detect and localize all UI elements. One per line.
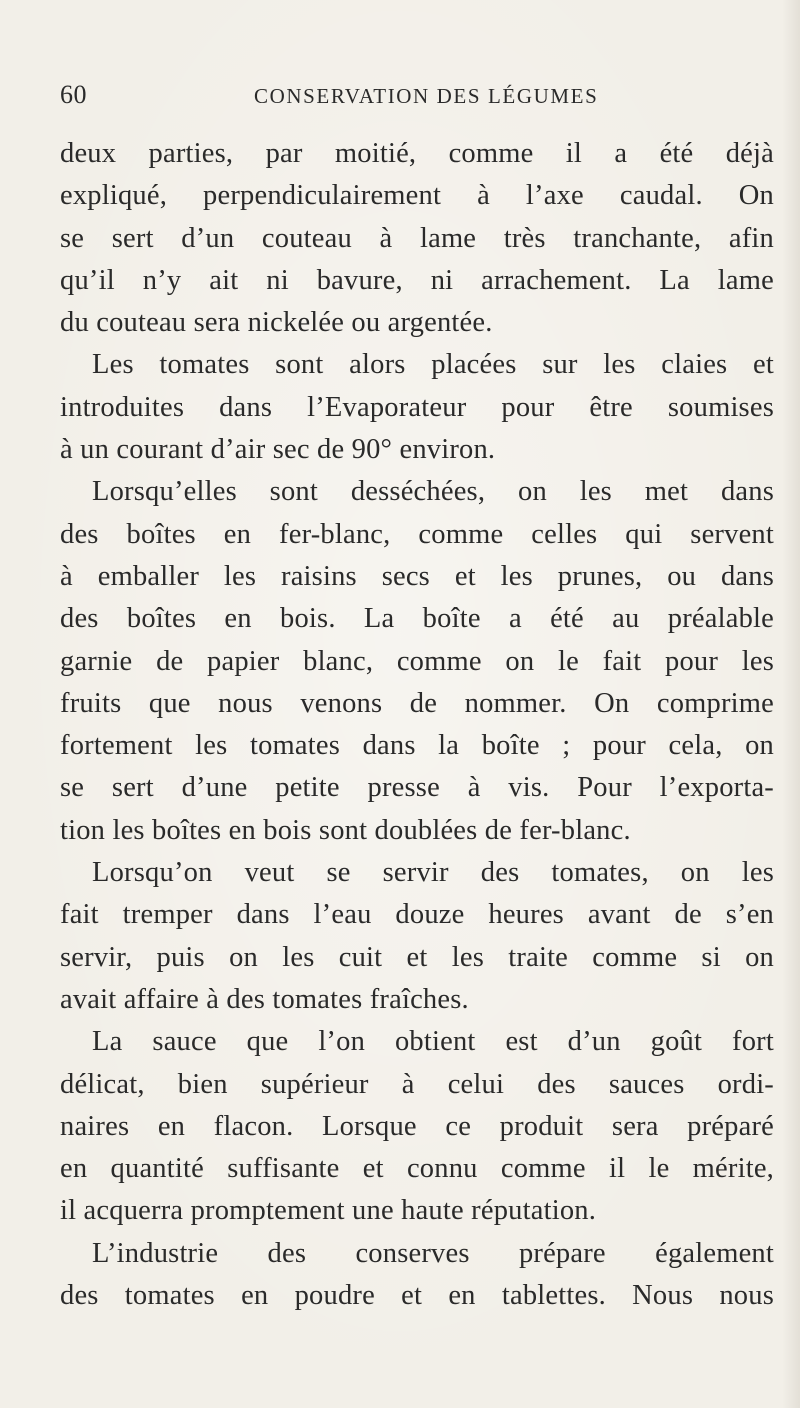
text-line: des tomates en poudre et en tablettes. Nous nous (60, 1280, 774, 1312)
text-line: qu’il n’y ait ni bavure, ni arrachement. La lame (60, 264, 774, 296)
text-line: introduites dans l’Evaporateur pour être soumises (60, 391, 774, 423)
text-line: Lorsqu’on veut se servir des tomates, on les (92, 857, 774, 889)
text-line: expliqué, perpendiculairement à l’axe caudal. On (60, 180, 774, 212)
text-line: des boîtes en fer-blanc, comme celles qui servent (60, 518, 774, 550)
text-line: tion les boîtes en bois sont doublées de fer-blanc. (60, 814, 631, 846)
page-header (0, 80, 800, 120)
text-line: fortement les tomates dans la boîte ; pour cela, on (60, 730, 774, 762)
text-line: à emballer les raisins secs et les prunes, ou dans (60, 560, 774, 592)
text-line: L’industrie des conserves prépare également (92, 1237, 774, 1269)
text-line: fait tremper dans l’eau douze heures avant de s’en (60, 899, 774, 931)
text-line: garnie de papier blanc, comme on le fait pour les (60, 645, 774, 677)
text-line: du couteau sera nickelée ou argentée. (60, 307, 493, 339)
text-line: servir, puis on les cuit et les traite comme si on (60, 941, 774, 973)
text-line: se sert d’un couteau à lame très tranchante, afin (60, 222, 774, 254)
text-line: fruits que nous venons de nommer. On comprime (60, 687, 774, 719)
running-title: CONSERVATION DES LÉGUMES (254, 84, 599, 108)
text-line: deux parties, par moitié, comme il a été déjà (60, 138, 774, 169)
text-line: en quantité suffisante et connu comme il le mérite, (60, 1153, 774, 1185)
text-line: Lorsqu’elles sont desséchées, on les met dans (92, 476, 774, 508)
text-line: se sert d’une petite presse à vis. Pour l’exporta- (60, 772, 774, 804)
body-text (60, 133, 774, 1317)
text-line: des boîtes en bois. La boîte a été au préalable (60, 603, 774, 635)
text-line: il acquerra promptement une haute réputation. (60, 1195, 597, 1227)
text-line: naires en flacon. Lorsque ce produit sera préparé (60, 1110, 774, 1142)
text-line: à un courant d’air sec de 90° environ. (60, 434, 496, 466)
text-line: Les tomates sont alors placées sur les claies et (92, 349, 774, 381)
page-number: 60 (60, 80, 87, 109)
page-edge-shadow (782, 0, 800, 1408)
text-line: avait affaire à des tomates fraîches. (60, 983, 469, 1015)
text-line: La sauce que l’on obtient est d’un goût fort (92, 1026, 774, 1058)
text-line: délicat, bien supérieur à celui des sauces ordi- (60, 1068, 774, 1100)
